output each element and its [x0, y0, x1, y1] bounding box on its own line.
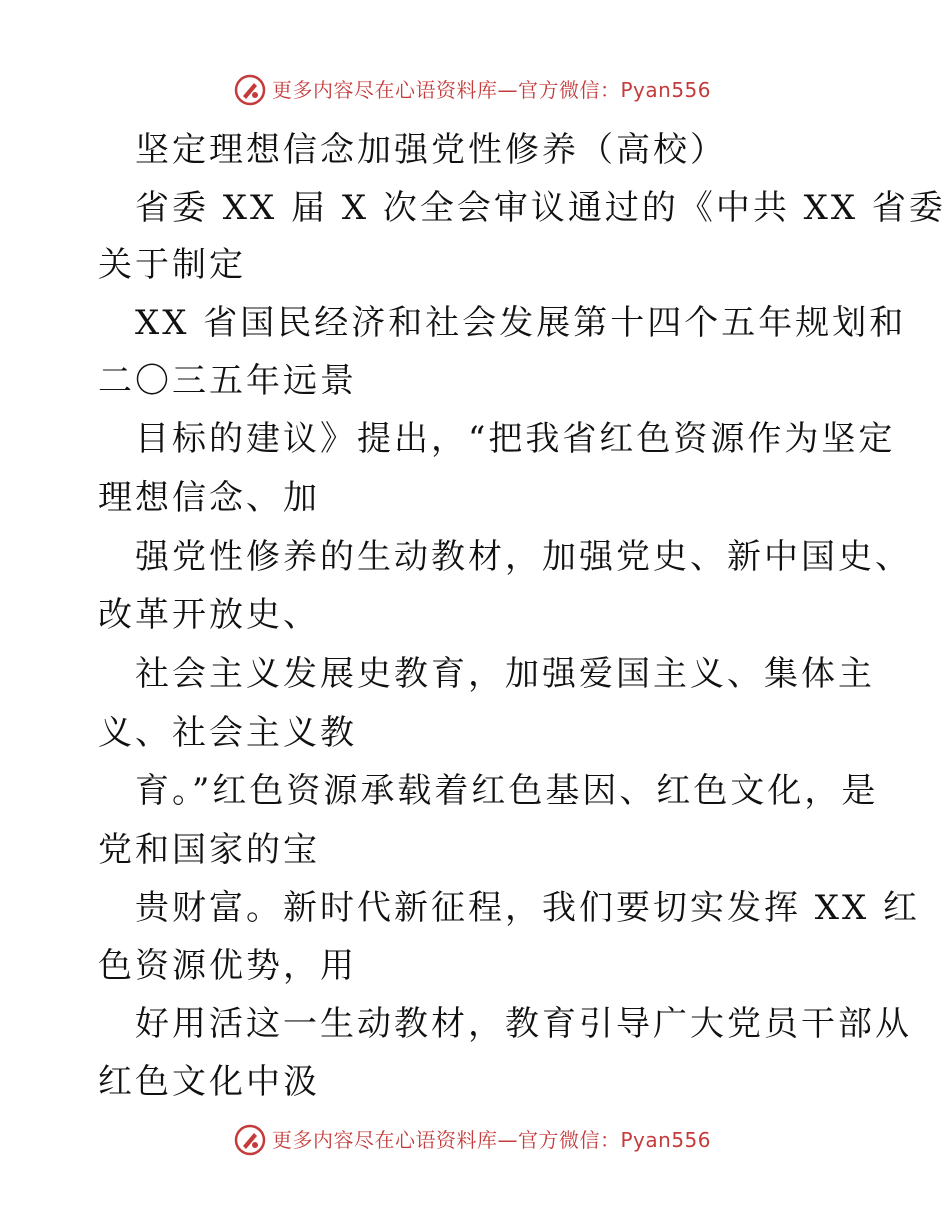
- logo-icon: [234, 1124, 266, 1156]
- document-line: 改革开放史、: [98, 595, 320, 635]
- footer-banner-text[interactable]: 更多内容尽在心语资料库—官方微信：Pyan556: [272, 1128, 712, 1152]
- document-line: 好用活这一生动教材，教育引导广大党员干部从: [135, 1004, 912, 1044]
- document-title: 坚定理想信念加强党性修养（高校）: [135, 130, 727, 170]
- document-line: 色资源优势，用: [98, 946, 357, 986]
- document-line: 社会主义发展史教育，加强爱国主义、集体主: [135, 654, 875, 694]
- document-line: 理想信念、加: [98, 478, 320, 518]
- document-line: 义、社会主义教: [98, 713, 357, 753]
- document-line: 二〇三五年远景: [98, 361, 357, 401]
- header-banner-text[interactable]: 更多内容尽在心语资料库—官方微信：Pyan556: [272, 78, 712, 102]
- document-line: 关于制定: [98, 245, 246, 285]
- document-line: 贵财富。新时代新征程，我们要切实发挥 XX 红: [135, 888, 921, 928]
- document-line: 育。”红色资源承载着红色基因、红色文化，是: [135, 771, 879, 811]
- document-line: 省委 XX 届 X 次全会审议通过的《中共 XX 省委: [135, 188, 946, 228]
- footer-banner: [0, 1120, 950, 1160]
- document-line: 强党性修养的生动教材，加强党史、新中国史、: [135, 537, 912, 577]
- document-line: 党和国家的宝: [98, 830, 320, 870]
- document-line: XX 省国民经济和社会发展第十四个五年规划和: [135, 303, 907, 343]
- document-line: 目标的建议》提出，“把我省红色资源作为坚定: [135, 419, 896, 459]
- document-line: 红色文化中汲: [98, 1062, 320, 1102]
